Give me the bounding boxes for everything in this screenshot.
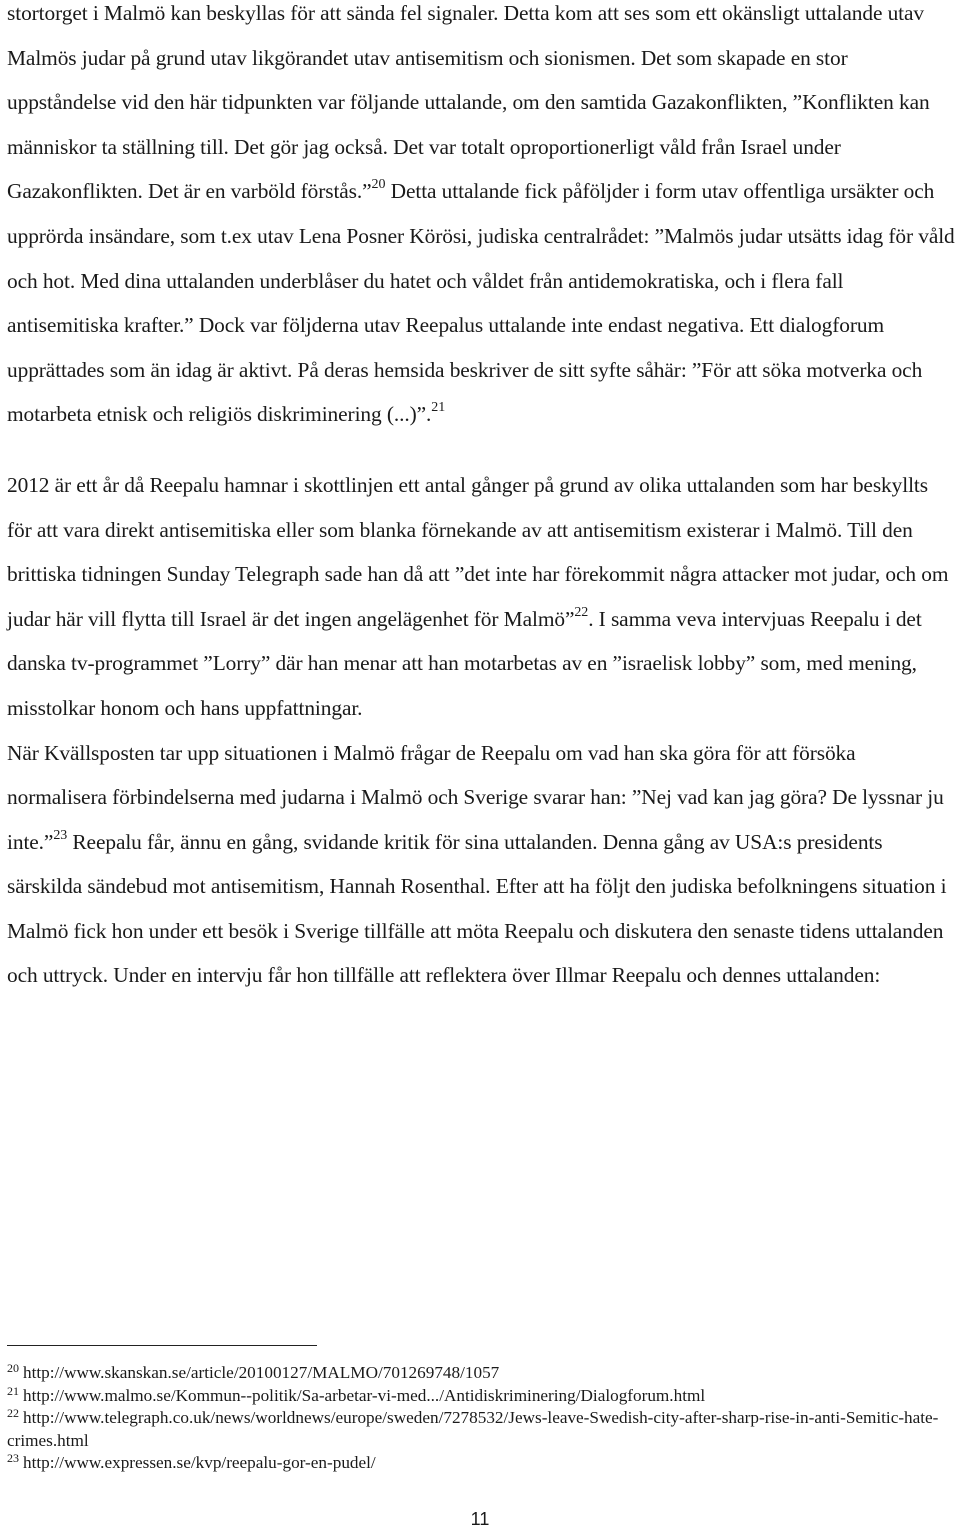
footnote-number: 21 bbox=[7, 1383, 19, 1398]
footnote-link[interactable]: http://www.skanskan.se/article/20100127/MALMO/701269748/1057 bbox=[23, 1363, 500, 1382]
paragraph-text: stortorget i Malmö kan beskyllas för att sända fel signaler. Detta kom att ses som ett okänsligt uttalande utav Malmös judar på grund utav likgörandet utav antisemitism och sionismen. Det som skapade en stor uppståndelse vid den här tidpunkten var följande uttalande, om den samtida Gazakonflikten, ”Konflikten kan människor ta ställning till. Det gör jag också. Det var totalt oproportionerligt våld från Israel under Gazakonflikten. Det är en varböld förstås.” bbox=[7, 1, 930, 204]
footnote-separator bbox=[7, 1345, 317, 1346]
footnote-ref-23[interactable]: 23 bbox=[53, 827, 68, 843]
paragraph-text: 2012 är ett år då Reepalu hamnar i skottlinjen ett antal gånger på grund av olika uttalanden som har beskyllts för att vara direkt antisemitiska eller som blanka förnekande av att antisemitism existerar i Malmö. Till den brittiska tidningen Sunday Telegraph sade han då att ”det inte har förekommit några attacker mot judar, och om judar här vill flytta till Israel är det ingen angelägenhet för Malmö” bbox=[7, 472, 949, 631]
document-page bbox=[7, 0, 957, 1473]
footnote-number: 20 bbox=[7, 1361, 19, 1375]
footnote-23 bbox=[7, 1452, 957, 1475]
page-number: 11 bbox=[470, 1509, 490, 1529]
footnote-22 bbox=[7, 1407, 957, 1452]
paragraph-text: Reepalu får, ännu en gång, svidande kritik för sina uttalanden. Denna gång av USA:s presidents särskilda sändebud mot antisemitism, Hannah Rosenthal. Efter att ha följt den judiska befolkningens situation i Malmö fick hon under ett besök i Sverige tillfälle att möta Reepalu och diskutera den senaste tidens uttalanden och uttryck. Under en intervju får hon tillfälle att reflektera över Illmar Reepalu och dennes uttalanden: bbox=[7, 829, 947, 988]
paragraph-text: . I samma veva intervjuas Reepalu i det danska tv-programmet ”Lorry” där han menar att han motarbetas av en ”israelisk lobby” som, med mening, misstolkar honom och hans uppfattningar. bbox=[7, 606, 922, 720]
footnote-link[interactable]: http://www.expressen.se/kvp/reepalu-gor-en-pudel/ bbox=[23, 1453, 376, 1473]
footnote-link[interactable]: http://www.malmo.se/Kommun--politik/Sa-arbetar-vi-med.../Antidiskriminering/Dialogforum.html bbox=[23, 1385, 706, 1405]
footnote-ref-22[interactable]: 22 bbox=[574, 604, 589, 620]
body-paragraph-3 bbox=[7, 731, 957, 999]
body-paragraph-1 bbox=[7, 0, 957, 437]
footnote-link[interactable]: http://www.telegraph.co.uk/news/worldnews/europe/sweden/7278532/Jews-leave-Swedish-city-after-sharp-rise-in-anti-Semitic-hate-crimes.html bbox=[7, 1408, 939, 1450]
paragraph-text: När Kvällsposten tar upp situationen i Malmö frågar de Reepalu om vad han ska göra för att försöka normalisera förbindelserna med judarna i Malmö och Sverige svarar han: ”Nej vad kan jag göra? De lyssnar ju inte.” bbox=[7, 740, 944, 854]
footnote-21 bbox=[7, 1385, 957, 1408]
footnotes-section bbox=[7, 1362, 957, 1475]
footnote-number: 23 bbox=[7, 1451, 19, 1466]
body-paragraph-2 bbox=[7, 463, 957, 731]
footnote-20 bbox=[7, 1362, 957, 1385]
footnote-ref-21[interactable]: 21 bbox=[431, 400, 446, 416]
footnote-ref-20[interactable]: 20 bbox=[371, 177, 386, 193]
paragraph-text: Detta uttalande fick påföljder i form utav offentliga ursäkter och upprörda insändare, som t.ex utav Lena Posner Körösi, judiska centralrådet: ”Malmös judar utsätts idag för våld och hot. Med dina uttalanden underblåser du hatet och våldet från antidemokratiska, och i flera fall antisemitiska krafter.” Dock var följderna utav Reepalus uttalande inte endast negativa. Ett dialogforum upprättades som än idag är aktivt. På deras hemsida beskriver de sitt syfte såhär: ”För att söka motverka och motarbeta etnisk och religiös diskriminering (...)”. bbox=[7, 179, 955, 427]
footnote-number: 22 bbox=[7, 1406, 19, 1421]
